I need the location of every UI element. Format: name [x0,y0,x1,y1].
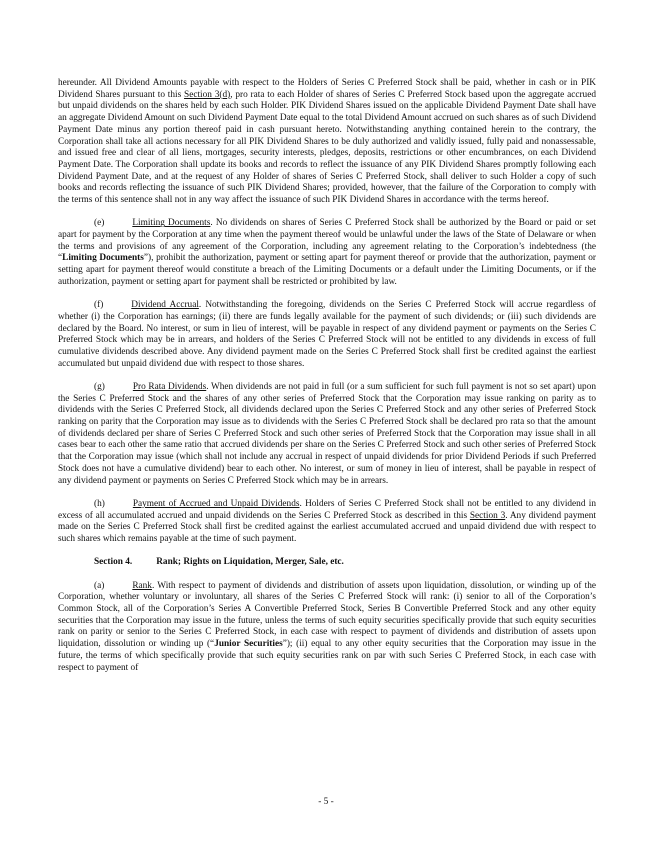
paragraph-label: (f) [94,300,104,311]
paragraph-label: (g) [94,381,105,392]
paragraph-g-pro-rata-dividends [58,382,596,487]
text: . Any dividend payment made on the Series C Preferred Stock shall first be credited against the earliest accumulated accrued and unpaid dividend due with respect to such shares which remains payable at the time of such payment. [58,510,596,544]
defined-term: Junior Securities [214,639,283,650]
text: . No dividends on shares of Series C Preferred Stock shall be authorized by the Board or paid or set apart for payment by the Corporation at any time when the payment thereof would be unlawful under the laws of the State of Delaware or when the terms and provisions of any agreement of the Corporation, including any agreement relating to the Corporation’s indebtedness (the “ [58,218,596,264]
paragraph-title: Dividend Accrual [131,300,199,311]
paragraph-a-rank [58,581,596,675]
section-4-heading [58,557,596,569]
section-reference: Section 3 [469,510,506,521]
paragraph-title: Pro Rata Dividends [132,381,207,392]
document-body [58,78,596,686]
paragraph-h-payment-accrued [58,499,596,546]
text: . When dividends are not paid in full (or a sum sufficient for such full payment is not so set apart) upon the Series C Preferred Stock and the shares of any other series of Preferred Stock that the Corporation may issue ranking on parity as to dividends with the Series C Preferred Stock, all dividends declared upon the Series C Preferred Stock and any other series of Preferred Stock ranking on parity that the Corporation may issue as to dividends with the Series C Preferred Stock shall be declared pro rata so that the amount of dividends declared per share of Series C Preferred Stock and such other series of Preferred Stock that the Corporation may issue shall in all cases bear to each other the same ratio that accrued dividends per share on the Series C Preferred Stock and such other series of Preferred Stock that the Corporation may issue (which shall not include any accrual in respect of unpaid dividends for prior Dividend Periods if such Preferred Stock does not have a cumulative dividend) bear to each other. No interest, or sum of money in lieu of interest, shall be payable in respect of any dividend payment or payments on Series C Preferred Stock which may be in arrears. [58,381,596,486]
paragraph-label: (e) [94,218,105,229]
paragraph-title: Limiting Documents [132,218,211,229]
text: . Holders of Series C Preferred Stock shall not be entitled to any dividend in excess of all accumulated accrued and unpaid dividends on the Series C Preferred Stock as described in this [58,498,596,521]
paragraph-label: (h) [94,498,105,509]
paragraph-label: (a) [94,580,105,591]
section-number: Section 4. [94,557,133,568]
paragraph-f-dividend-accrual [58,300,596,370]
paragraph-continuation [58,78,596,207]
paragraph-title: Payment of Accrued and Unpaid Dividends [132,498,300,509]
section-title: Rank; Rights on Liquidation, Merger, Sale, etc. [156,557,344,568]
text: . Notwithstanding the foregoing, dividends on the Series C Preferred Stock will accrue regardless of whether (i) the Corporation has earnings; (ii) there are funds legally available for the payment of such dividends; or (iii) such dividends are declared by the Board. No interest, or sum in lieu of interest, will be payable in respect of any dividend payment or payments on the Series C Preferred Stock which may be in arrears, and holders of the Series C Preferred Stock will not be entitled to any dividends in excess of full cumulative dividends described above. Any dividend payment made on the Series C Preferred Stock shall first be credited against the earliest accumulated but unpaid dividend due with respect to those shares. [58,300,596,369]
text: . With respect to payment of dividends and distribution of assets upon liquidation, dissolution, or winding up of the Corporation, whether voluntary or involuntary, all shares of the Series C Preferred Stock will rank: (i) senior to all of the Corporation’s Common Stock, all of the Corporation’s Series A Convertible Preferred Stock, Series B Convertible Preferred Stock and any other equity securities that the Corporation may issue in the future, unless the terms of such equity securities specifically provide that such equity securities rank on parity or senior to the Series C Preferred Stock, in each case with respect to payment of dividends and distribution of assets upon liquidation, dissolution or winding up (“ [58,580,596,650]
section-reference: Section 3(d) [184,89,231,100]
text: ”); (ii) equal to any other equity securities that the Corporation may issue in the future, the terms of which specifically provide that such equity securities rank on par with such Series C Preferred Stock, in each case with respect to payment of [58,639,596,673]
text: ”), prohibit the authorization, payment or setting apart for payment thereof or provide that the authorization, payment or setting apart for payment thereof would constitute a breach of the Limiting Documents or a default under the Limiting Documents, or if the authorization, payment or setting apart for payment shall be restricted or prohibited by law. [58,253,596,287]
page-number: - 5 - [318,797,334,807]
paragraph-e-limiting-documents [58,218,596,288]
text: , pro rata to each Holder of shares of Series C Preferred Stock based upon the aggregate accrued but unpaid dividends on the shares held by each such Holder. PIK Dividend Shares issued on the applicable Dividend Payment Date shall have an aggregate Dividend Amount on such Dividend Payment Date equal to the total Dividend Amount accrued on such shares as of such Dividend Payment Date minus any portion thereof paid in cash pursuant hereto. Notwithstanding anything contained herein to the contrary, the Corporation shall take all actions necessary for all PIK Dividend Shares to be duly authorized and validly issued, fully paid and nonassessable, and issued free and clear of all liens, mortgages, security interests, pledges, deposits, restrictions or other encumbrances, on each Dividend Payment Date. The Corporation shall update its books and records to reflect the issuance of any PIK Dividend Shares promptly following each Dividend Payment Date, and at the request of any Holder of shares of Series C Preferred Stock, shall deliver to such Holder a copy of such books and records reflecting the issuance of such PIK Dividend Shares; provided, however, that the failure of the Corporation to comply with the terms of this sentence shall not in any way affect the issuance of such PIK Dividend Shares in accordance with the terms hereof. [58,89,596,206]
defined-term: Limiting Documents [62,253,144,264]
paragraph-title: Rank [132,580,152,591]
text: hereunder. All Dividend Amounts payable with respect to the Holders of Series C Preferred Stock shall be paid, whether in cash or in PIK Dividend Shares pursuant to this [58,78,596,100]
